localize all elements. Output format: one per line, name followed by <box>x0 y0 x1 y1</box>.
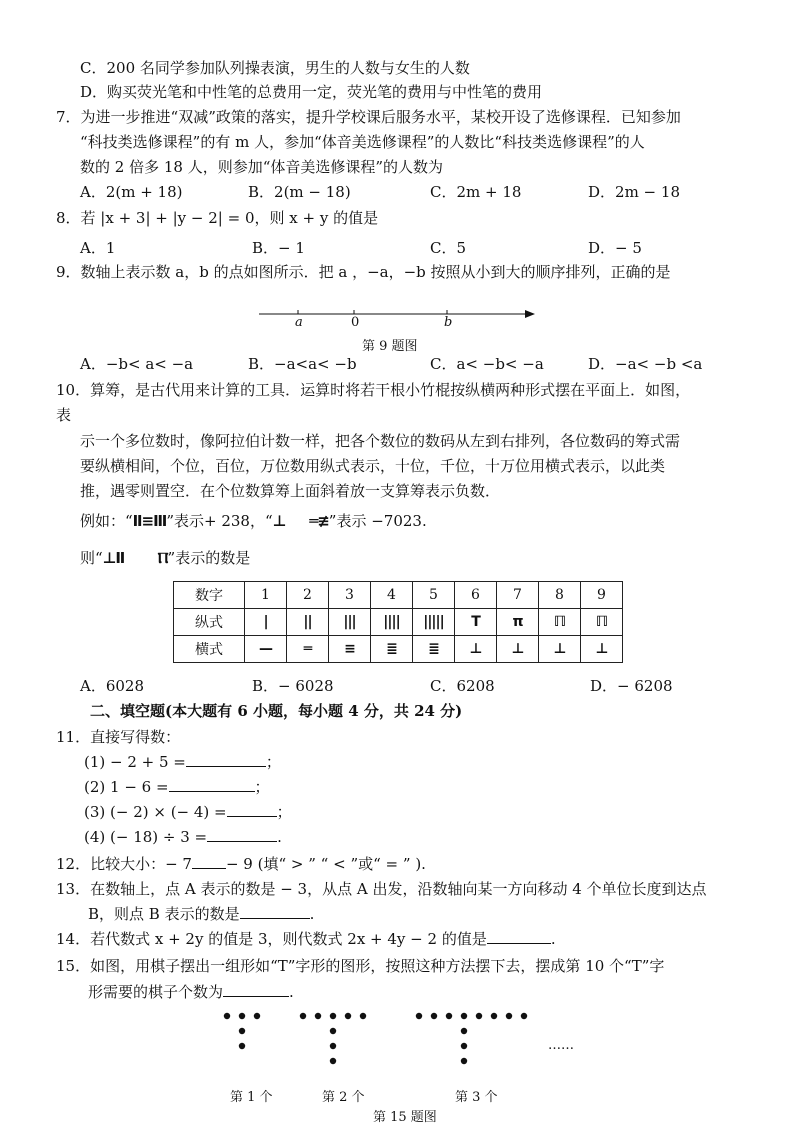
vertical-rod-cell: ℿ <box>539 609 581 636</box>
q13-line2-text: B，则点 B 表示的数是 <box>88 905 240 923</box>
q15-line1: 15．如图，用棋子摆出一组形如“T”字形的图形，按照这种方法摆下去，摆成第 10 个“T”字 <box>56 957 665 975</box>
q7-option-c: C．2m + 18 <box>430 183 522 201</box>
horizontal-rod-cell: ═ <box>287 636 329 663</box>
q7-option-b: B．2(m − 18) <box>248 183 351 201</box>
q11-part3 <box>84 802 292 822</box>
q10-option-b: B．− 6028 <box>252 677 334 695</box>
q7-stem-line2: “科技类选修课程”的有 m 人，参加“体音美选修课程”的人数比“科技类选修课程”的人 <box>80 133 645 151</box>
q6-option-d: D．购买荧光笔和中性笔的总费用一定，荧光笔的费用与中性笔的费用 <box>80 83 543 101</box>
vertical-rod-cell: || <box>287 609 329 636</box>
chess-piece <box>461 1043 467 1049</box>
q12-text-b: − 9 (填“ > ” “ < ”或“ = ” ). <box>225 855 426 873</box>
q15-fig-label-1: 第 1 个 <box>230 1090 273 1105</box>
horizontal-rod-cell: ≡ <box>329 636 371 663</box>
q9-option-a: A．−b< a< −a <box>80 355 194 373</box>
q9-option-c: C．a< −b< −a <box>430 355 544 373</box>
q11-part3-end: ； <box>276 803 292 821</box>
q7-stem-line3: 数的 2 倍多 18 人，则参加“体音美选修课程”的人数为 <box>80 158 444 176</box>
axis-arrow <box>525 310 535 318</box>
digit-cell: 7 <box>497 582 539 609</box>
digit-cell: 1 <box>245 582 287 609</box>
digit-cell: 9 <box>581 582 623 609</box>
q15-line2-text: 形需要的棋子个数为 <box>88 983 224 1001</box>
example-mid1: ”表示+ 238，“ <box>166 512 273 530</box>
chess-piece <box>300 1013 306 1019</box>
q11-part4-expr: (4) (− 18) ÷ 3 = <box>84 828 208 846</box>
q10-stem-line1: 10．算筹，是古代用来计算的工具．运算时将若干根小竹棍按纵横两种形式摆在平面上．如图， <box>56 381 691 399</box>
answer-blank[interactable] <box>207 827 277 842</box>
table-header: 数字 <box>174 582 245 609</box>
rod-numeral-238: Ⅱ≡Ⅲ <box>132 512 167 530</box>
digit-cell: 3 <box>329 582 371 609</box>
example-prefix: 例如：“ <box>80 512 133 530</box>
chess-piece <box>315 1013 321 1019</box>
chess-piece <box>506 1013 512 1019</box>
table-row-vertical <box>174 609 623 636</box>
chess-piece <box>416 1013 422 1019</box>
section-title-fill-in: 二、填空题(本大题有 6 小题，每小题 4 分，共 24 分) <box>90 702 463 720</box>
digit-cell: 2 <box>287 582 329 609</box>
q15-line2 <box>88 982 294 1002</box>
q11-part2 <box>84 777 270 797</box>
then-prefix: 则“ <box>80 549 103 567</box>
digit-cell: 6 <box>455 582 497 609</box>
horizontal-rod-cell: ⊥ <box>581 636 623 663</box>
q9-label-a: a <box>295 315 303 330</box>
q10-stem-line1b: 表 <box>56 406 72 424</box>
chess-piece <box>224 1013 230 1019</box>
q10-example <box>80 511 427 531</box>
q9-label-b: b <box>444 315 453 330</box>
vertical-rod-cell: |||| <box>371 609 413 636</box>
chess-piece <box>461 1028 467 1034</box>
chess-piece <box>239 1028 245 1034</box>
q7-stem-line1: 7．为进一步推进“双减”政策的落实，提升学校课后服务水平，某校开设了选修课程．已知参加 <box>56 108 681 126</box>
q15-fig-label-3: 第 3 个 <box>455 1090 498 1105</box>
q12-text-a: 12．比较大小：− 7 <box>56 855 192 873</box>
chess-piece <box>461 1013 467 1019</box>
q11-stem: 11．直接写得数： <box>56 728 181 746</box>
q10-stem-line3: 要纵横相间，个位，百位，万位数用纵式表示，十位，千位，十万位用横式表示，以此类 <box>80 457 666 475</box>
chess-piece <box>431 1013 437 1019</box>
horizontal-rod-cell: ⊥ <box>455 636 497 663</box>
chess-piece <box>254 1013 260 1019</box>
q10-option-c: C．6208 <box>430 677 495 695</box>
rod-numeral-table <box>173 581 623 663</box>
answer-blank[interactable] <box>169 777 255 792</box>
example-mid2: ”表示 −7023. <box>328 512 427 530</box>
table-header: 纵式 <box>174 609 245 636</box>
answer-blank[interactable] <box>223 982 289 997</box>
chess-piece <box>239 1013 245 1019</box>
q8-stem: 8．若 |x + 3| + |y − 2| = 0，则 x + y 的值是 <box>56 209 379 227</box>
answer-blank[interactable] <box>487 929 551 944</box>
q14 <box>56 929 556 949</box>
rod-numeral-question-part2: Ⲡ <box>157 549 168 567</box>
chess-piece <box>360 1013 366 1019</box>
vertical-rod-cell: ℿ <box>581 609 623 636</box>
q15-t-pattern-figure <box>215 1008 545 1068</box>
table-row-digits <box>174 582 623 609</box>
horizontal-rod-cell: — <box>245 636 287 663</box>
q13-line1: 13．在数轴上，点 A 表示的数是 − 3，从点 A 出发，沿数轴向某一方向移动 4 个单位长度到达点 <box>56 880 707 898</box>
q10-stem-line4: 推，遇零则置空．在个位数算筹上面斜着放一支算筹表示负数． <box>80 482 501 500</box>
vertical-rod-cell: T <box>455 609 497 636</box>
q10-option-d: D．− 6208 <box>590 677 673 695</box>
chess-piece <box>330 1013 336 1019</box>
q13-line2 <box>88 904 314 924</box>
q15-line2-end: . <box>289 983 294 1001</box>
q13-line2-end: . <box>309 905 315 923</box>
chess-piece <box>476 1013 482 1019</box>
q14-text: 14．若代数式 x + 2y 的值是 3，则代数式 2x + 4y − 2 的值是 <box>56 930 487 948</box>
chess-piece <box>330 1058 336 1064</box>
answer-blank[interactable] <box>240 904 310 919</box>
q9-stem: 9．数轴上表示数 a，b 的点如图所示．把 a ，−a，−b 按照从小到大的顺序排列，正确的是 <box>56 263 671 281</box>
chess-piece <box>330 1028 336 1034</box>
q15-ellipsis: …… <box>548 1038 574 1053</box>
vertical-rod-cell: π <box>497 609 539 636</box>
q10-stem-line2: 示一个多位数时，像阿拉伯计数一样，把各个数位的数码从左到右排列，各位数码的筹式需 <box>80 432 681 450</box>
q11-part4 <box>84 827 282 847</box>
answer-blank[interactable] <box>186 752 266 767</box>
horizontal-rod-cell: ⊥ <box>539 636 581 663</box>
table-header: 横式 <box>174 636 245 663</box>
horizontal-rod-cell: ≣ <box>413 636 455 663</box>
q15-caption: 第 15 题图 <box>373 1110 437 1125</box>
chess-piece <box>521 1013 527 1019</box>
vertical-rod-cell: ||||| <box>413 609 455 636</box>
chess-piece <box>330 1043 336 1049</box>
chess-piece <box>446 1013 452 1019</box>
chess-piece <box>461 1058 467 1064</box>
digit-cell: 8 <box>539 582 581 609</box>
q10-option-a: A．6028 <box>80 677 145 695</box>
chess-piece <box>345 1013 351 1019</box>
digit-cell: 4 <box>371 582 413 609</box>
table-row-horizontal <box>174 636 623 663</box>
q15-fig-label-2: 第 2 个 <box>322 1090 365 1105</box>
q11-part2-expr: (2) 1 − 6 = <box>84 778 169 796</box>
q11-part3-expr: (3) (− 2) × (− 4) = <box>84 803 227 821</box>
vertical-rod-cell: | <box>245 609 287 636</box>
q9-option-d: D．−a< −b <a <box>588 355 703 373</box>
q9-caption: 第 9 题图 <box>362 339 418 354</box>
q9-label-zero: 0 <box>351 315 360 330</box>
q11-part1 <box>84 752 281 772</box>
horizontal-rod-cell: ≣ <box>371 636 413 663</box>
q11-part1-end: ； <box>265 753 281 771</box>
q11-part2-end: ； <box>254 778 270 796</box>
chess-piece <box>491 1013 497 1019</box>
q14-end: . <box>550 930 556 948</box>
q6-option-c: C．200 名同学参加队列操表演，男生的人数与女生的人数 <box>80 59 470 77</box>
q7-option-a: A．2(m + 18) <box>80 183 183 201</box>
vertical-rod-cell: ||| <box>329 609 371 636</box>
q8-option-c: C．5 <box>430 239 467 257</box>
answer-blank[interactable] <box>227 802 277 817</box>
digit-cell: 5 <box>413 582 455 609</box>
q12 <box>56 854 426 874</box>
q10-question <box>80 548 250 568</box>
horizontal-rod-cell: ⊥ <box>497 636 539 663</box>
rod-numeral-question-part1: ⊥Ⅱ <box>102 549 125 567</box>
q8-option-b: B．− 1 <box>252 239 305 257</box>
q11-part4-end: . <box>277 828 282 846</box>
q7-option-d: D．2m − 18 <box>588 183 680 201</box>
rod-numeral-7023-part1: ⊥ <box>272 512 286 530</box>
q11-part1-expr: (1) − 2 + 5 = <box>84 753 186 771</box>
chess-piece <box>239 1043 245 1049</box>
rod-numeral-7023-part2: ═≢ <box>309 512 329 530</box>
q8-option-d: D．− 5 <box>588 239 642 257</box>
answer-blank[interactable] <box>192 854 226 869</box>
q8-option-a: A．1 <box>80 239 116 257</box>
then-suffix: ”表示的数是 <box>167 549 251 567</box>
q9-option-b: B．−a<a< −b <box>248 355 357 373</box>
